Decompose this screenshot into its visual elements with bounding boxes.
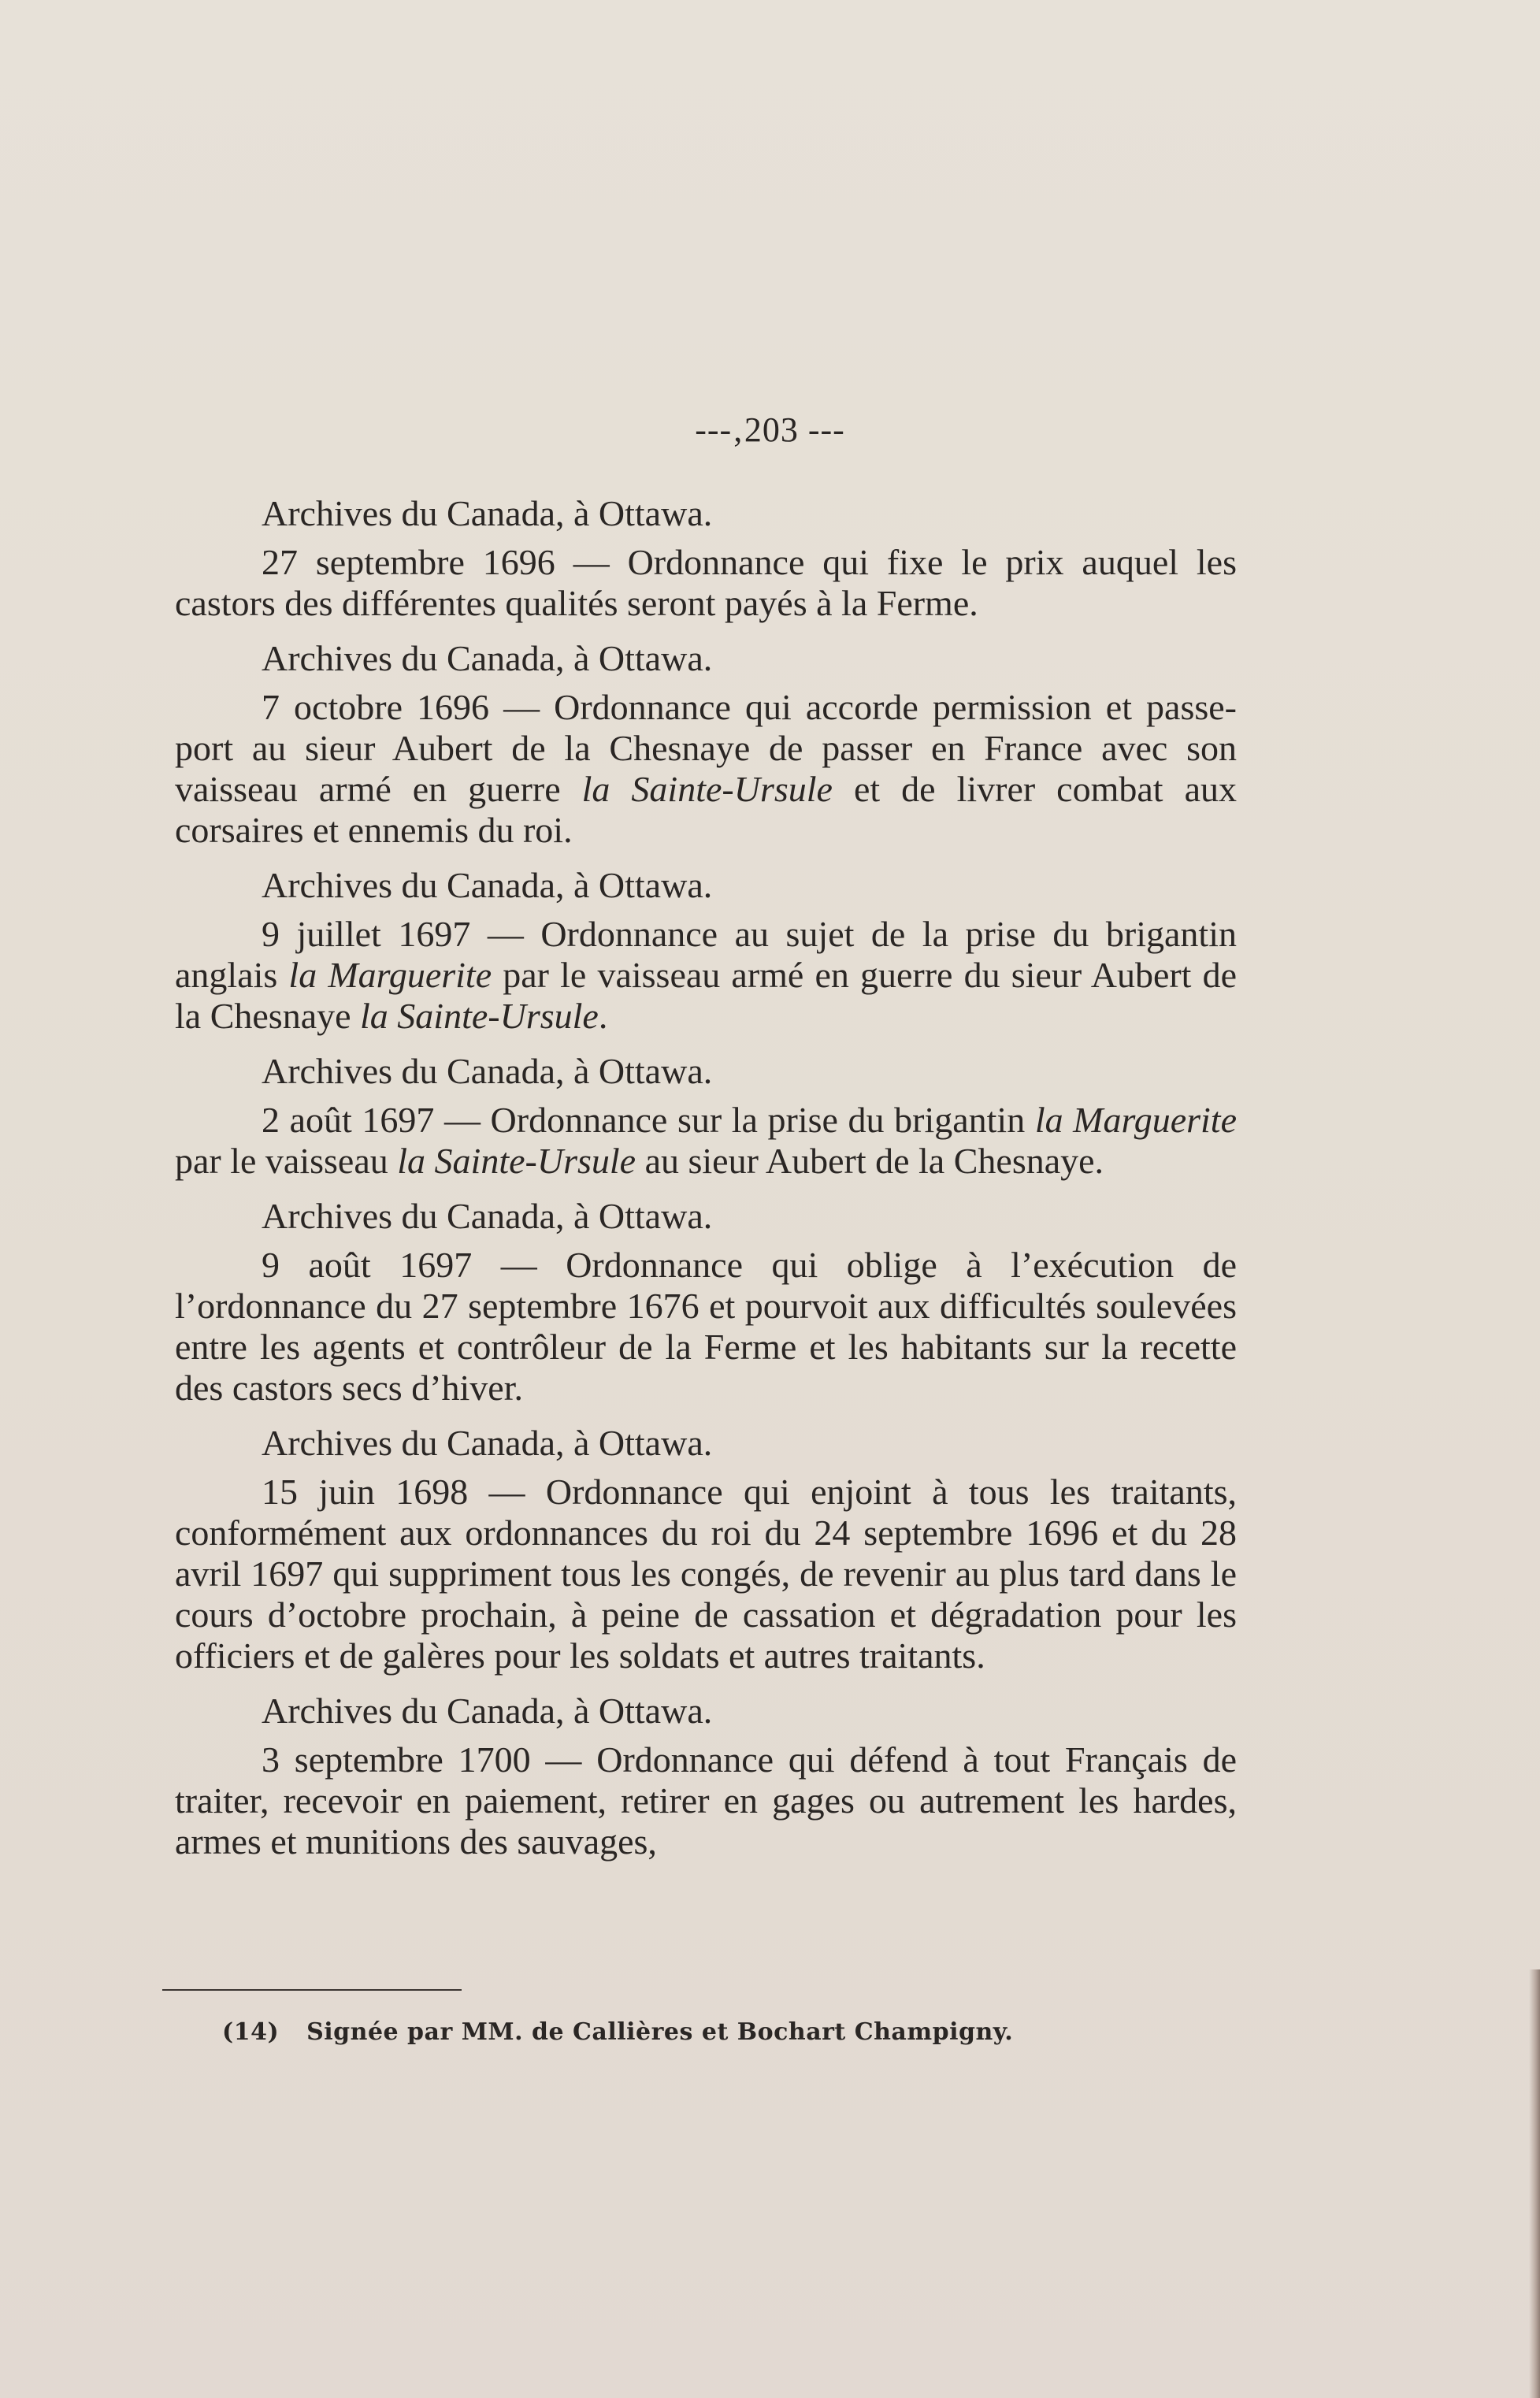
- body-text: [175, 487, 1237, 1870]
- ship-name: la Marguerite: [1034, 1100, 1237, 1140]
- entry-text: 7 octobre 1696 — Ordonnance qui accorde permission et passe-port au sieur Aubert de la Chesnaye de passer en France avec son vaisseau armé en guerre: [175, 687, 1237, 809]
- entry-text: et de livrer combat aux corsaires et ennemis du roi.: [175, 769, 1237, 850]
- ordinance-entry: [175, 1739, 1237, 1862]
- entry-text: 9 juillet 1697 — Ordonnance au sujet de la prise du brigantin anglais: [175, 914, 1237, 995]
- entry-text: par le vaisseau armé en guerre du sieur Aubert de la Chesnaye: [175, 955, 1237, 1036]
- page-number: ---‚203 ---: [695, 410, 845, 449]
- entry-text: 2 août 1697 — Ordonnance sur la prise du brigantin: [262, 1100, 1035, 1140]
- ordinance-entry: [175, 687, 1237, 851]
- ordinance-entry: [175, 1472, 1237, 1676]
- ship-name: la Marguerite: [288, 955, 492, 995]
- page-edge-shadow: [1529, 1969, 1540, 2398]
- ordinance-entry: [175, 542, 1237, 624]
- entry-text: par le vaisseau: [175, 1141, 398, 1181]
- ordinance-entry: [175, 1100, 1237, 1182]
- footnote-text: Signée par MM. de Callières et Bochart Champigny.: [306, 2018, 1014, 2046]
- footnote: [222, 2018, 1246, 2046]
- archive-reference: Archives du Canada, à Ottawa.: [262, 865, 713, 905]
- ordinance-entry: [175, 1245, 1237, 1409]
- entry-text: 9 août 1697 — Ordonnance qui oblige à l’exécution de l’ordonnance du 27 septembre 1676 et pourvoit aux difficultés soulevées entre les agents et contrôleur de la Ferme et les habitants sur la recette des castors secs d’hiver.: [175, 1245, 1237, 1408]
- archive-reference: Archives du Canada, à Ottawa.: [262, 1051, 713, 1091]
- ship-name: la Sainte-Ursule: [581, 769, 833, 809]
- entry-text: .: [598, 996, 608, 1036]
- archive-reference: Archives du Canada, à Ottawa.: [262, 1196, 713, 1236]
- footnote-number: (14): [222, 2018, 280, 2046]
- entry-text: au sieur Aubert de la Chesnaye.: [636, 1141, 1104, 1181]
- archive-reference: Archives du Canada, à Ottawa.: [262, 1691, 713, 1731]
- archive-reference: Archives du Canada, à Ottawa.: [262, 1423, 713, 1463]
- ship-name: la Sainte-Ursule: [397, 1141, 636, 1181]
- entry-text: 3 septembre 1700 — Ordonnance qui défend à tout Français de traiter, recevoir en paiement, retirer en gages ou autrement les hardes, armes et munitions des sauvages,: [175, 1739, 1237, 1862]
- entry-text: 27 septembre 1696 — Ordonnance qui fixe le prix auquel les castors des différentes qualités seront payés à la Ferme.: [175, 542, 1237, 623]
- footnote-divider: [162, 1989, 462, 1991]
- archive-reference: Archives du Canada, à Ottawa.: [262, 493, 713, 533]
- archive-reference: Archives du Canada, à Ottawa.: [262, 638, 713, 678]
- ordinance-entry: [175, 914, 1237, 1037]
- entry-text: 15 juin 1698 — Ordonnance qui enjoint à tous les traitants, conformément aux ordonnances du roi du 24 septembre 1696 et du 28 avril 1697 qui suppriment tous les congés, de revenir au plus tard dans le cours d’octobre prochain, à peine de cassation et dégradation pour les officiers et de galères pour les soldats et autres traitants.: [175, 1472, 1237, 1676]
- ship-name: la Sainte-Ursule: [360, 996, 599, 1036]
